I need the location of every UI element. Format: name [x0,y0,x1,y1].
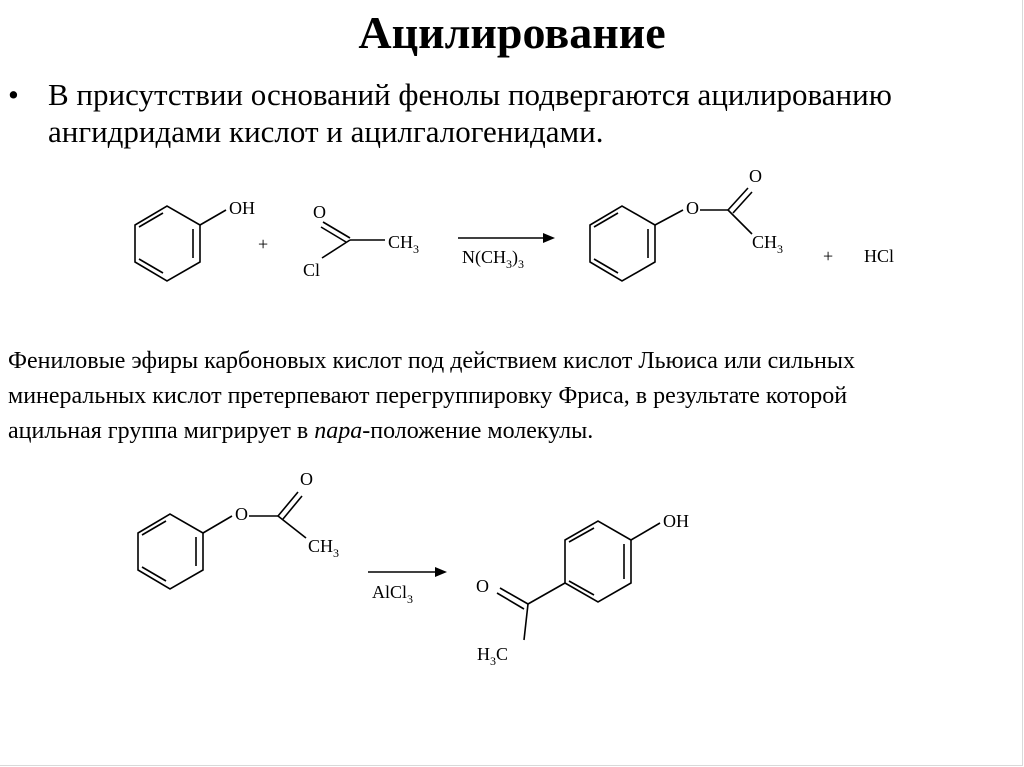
carbonyl-o-label: O [300,469,313,489]
carbonyl-o-label: O [313,202,326,222]
reaction-1-scheme [135,166,894,281]
ester-o-label: O [686,198,699,218]
paragraph-line-2: минеральных кислот претерпевают перегруппировку Фриса, в результате которой [8,383,848,409]
ring-o-bond [655,210,683,225]
ch3-label: $CH_3$ [752,232,784,256]
paragraph-line-3-italic: пара [314,418,363,444]
carbonyl-o-label: O [749,166,762,186]
oh-label: OH [663,511,689,531]
oh-label: OH [229,198,255,218]
reaction-2-scheme [138,469,689,668]
acetyl-chloride-structure [303,202,419,280]
oh-bond [631,523,660,540]
benzene-ring [135,206,200,281]
benzene-ring [590,206,655,281]
reaction-arrow [458,233,555,271]
ester-o-label: O [235,504,248,524]
cl-label: Cl [303,260,321,280]
ring-o-bond [203,516,232,533]
h3c-label: $H_3C$ [477,644,509,668]
benzene-ring [565,521,631,602]
plus-sign: + [258,234,269,254]
bullet-line-1: В присутствии оснований фенолы подвергаются ацилированию [48,77,892,112]
hcl-label: HCl [864,246,895,266]
c-ch3-bond [278,516,306,538]
bullet-line-2: ангидридами кислот и ацилгалогенидами. [48,114,604,149]
c-ch3-bond [728,210,752,234]
carbonyl-double-bond [321,227,346,242]
trimethylamine-label: $N(CH_3)_3$ [462,247,524,271]
ch3-label: $CH_3$ [388,232,420,256]
slide-title: Ацилирование [358,7,666,58]
ring-c-bond [528,583,565,604]
phenyl-acetate-structure [590,166,783,281]
paragraph-line-3-start: ацильная группа мигрирует в [8,418,315,444]
paragraph-line-3-end: -положение молекулы. [362,418,594,444]
plus-sign: + [823,246,834,266]
hydroxyacetophenone-structure [476,511,689,668]
oh-bond [200,210,226,225]
c-ch3-bond [524,604,528,640]
benzene-ring [138,514,203,589]
phenyl-acetate-structure [138,469,339,589]
bullet-marker: • [8,77,19,112]
ch3-label: $CH_3$ [308,536,340,560]
aluminium-chloride-label: AlCl$_3$ [372,582,414,606]
carbonyl-double-bond [500,588,528,604]
c-cl-bond [322,240,350,258]
carbonyl-double-bond [497,593,524,609]
phenol-structure [135,198,255,281]
reaction-arrow [368,567,447,606]
paragraph-line-1: Фениловые эфиры карбоновых кислот под действием кислот Льюиса или сильных [8,348,856,374]
carbonyl-o-label: O [476,576,489,596]
